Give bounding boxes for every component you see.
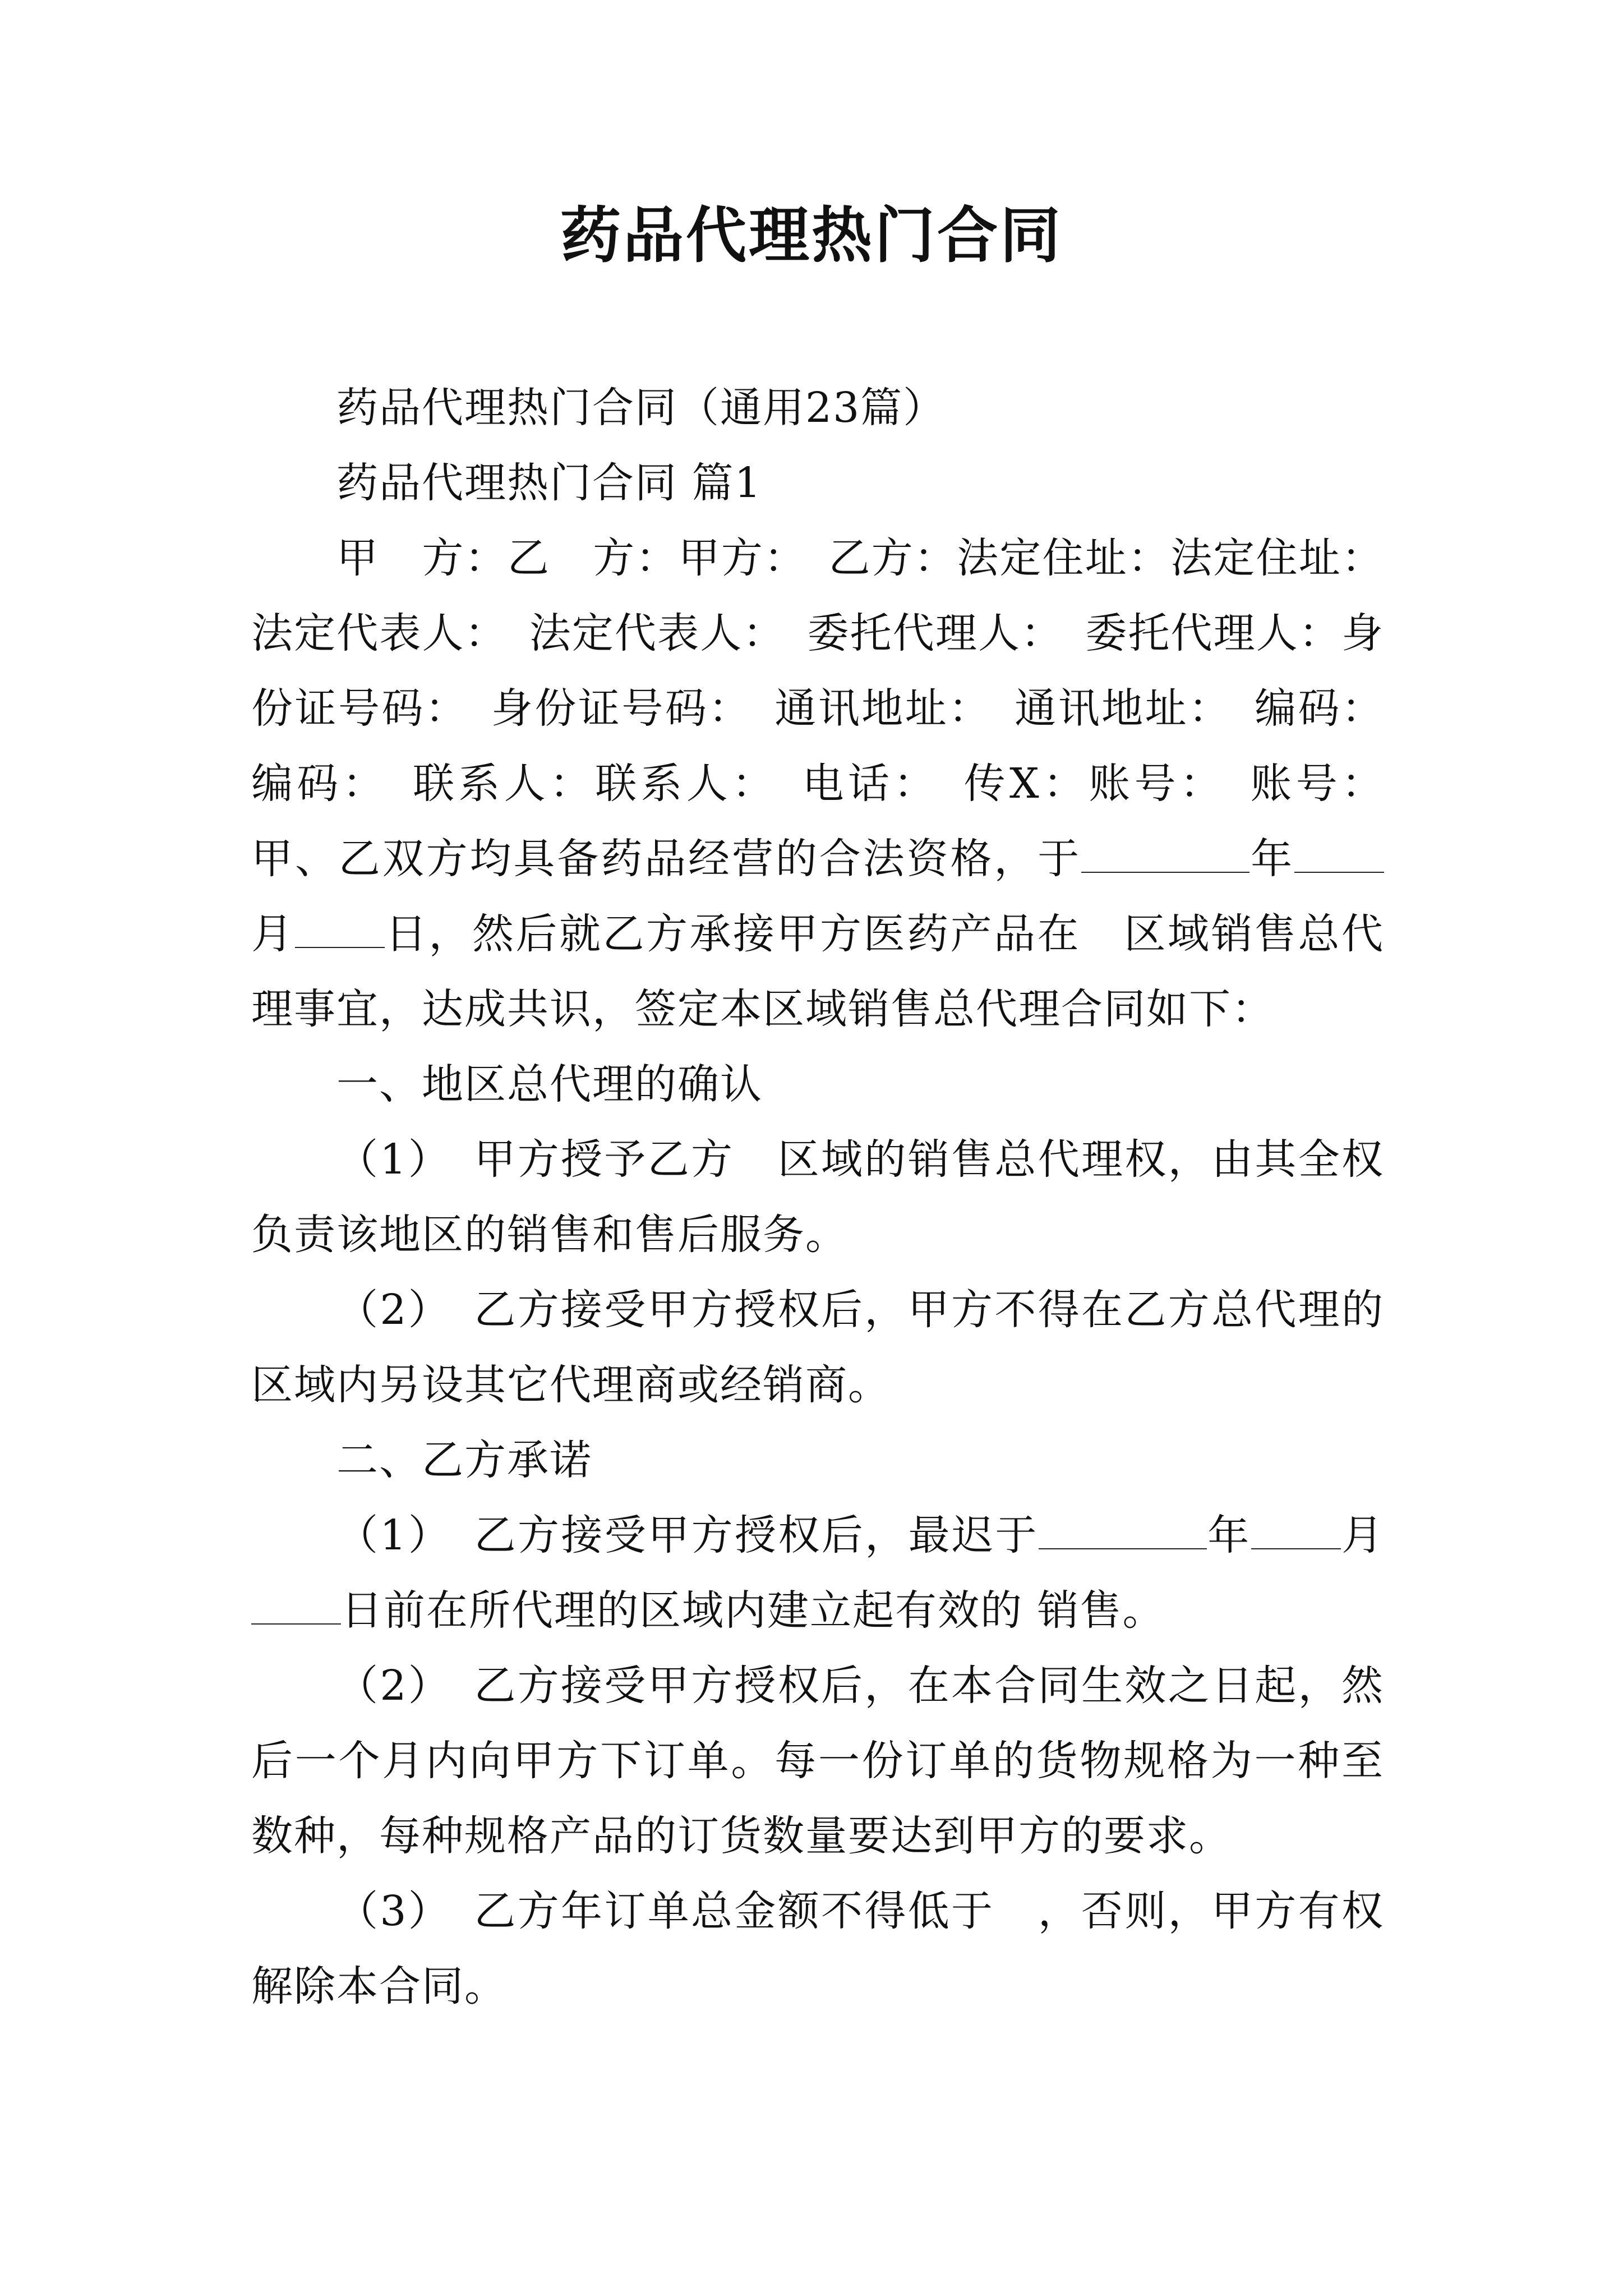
deadline-day-blank — [251, 1590, 341, 1625]
year-blank — [1081, 838, 1249, 873]
document-subtitle: 药品代理热门合同（通用23篇） — [336, 384, 946, 432]
day-blank — [295, 913, 385, 948]
parties-paragraph — [251, 521, 1384, 1047]
section-2-item-2: （2） 乙方接受甲方授权后，在本合同生效之日起，然后一个月内向甲方下订单。每一份订单的货物规格为一种至数种，每种规格产品的订货数量要达到甲方的要求。 — [251, 1662, 1384, 1860]
year-label: 年 — [1249, 835, 1295, 883]
section-2-item-3: （3） 乙方年订单总金额不得低于 ，否则，甲方有权解除本合同。 — [251, 1887, 1384, 2010]
section-1-item-1: （1） 甲方授予乙方 区域的销售总代理权，由其全权负责该地区的销售和售后服务。 — [251, 1135, 1384, 1259]
section-2-item-1-tail: 日前在所代理的区域内建立起有效的 销售。 — [341, 1586, 1165, 1635]
deadline-year-blank — [1039, 1515, 1207, 1549]
deadline-month-blank — [1251, 1515, 1341, 1549]
month-label: 月 — [251, 910, 295, 958]
deadline-year-label: 年 — [1206, 1511, 1251, 1559]
section-2-title: 二、乙方承诺 — [336, 1436, 592, 1484]
section-heading: 药品代理热门合同 篇1 — [336, 459, 762, 507]
section-2-item-1-head: （1） 乙方接受甲方授权后，最迟于 — [336, 1511, 1039, 1559]
section-1-item-2: （2） 乙方接受甲方授权后，甲方不得在乙方总代理的区域内另设其它代理商或经销商。 — [251, 1286, 1384, 1409]
document-title: 药品代理热门合同 — [560, 200, 1063, 271]
document-body — [251, 370, 1384, 2024]
parties-tail-text: 日，然后就乙方承接甲方医药产品在 区域销售总代理事宜，达成共识，签定本区域销售总代理合同如下： — [251, 910, 1384, 1033]
section-1-title: 一、地区总代理的确认 — [336, 1060, 763, 1108]
parties-text: 甲 方：乙 方：甲方： 乙方：法定住址：法定住址：法定代表人： 法定代表人： 委托代理人： 委托代理人：身份证号码： 身份证号码： 通讯地址： 通讯地址： 编码：编码： 联系人：联系人： 电话： 传X：账号： 账号：甲、乙双方均具备药品经营的合法资格，于 — [251, 534, 1384, 883]
section-2-item-1 — [251, 1498, 1384, 1648]
deadline-month-label: 月 — [1340, 1511, 1385, 1559]
month-blank — [1294, 838, 1384, 873]
